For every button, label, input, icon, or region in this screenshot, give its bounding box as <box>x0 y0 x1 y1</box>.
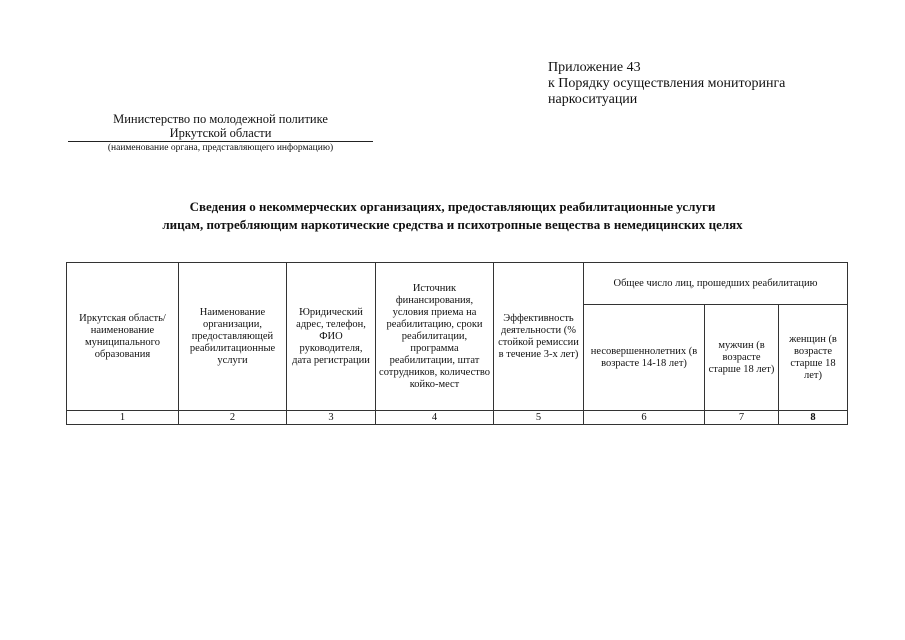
appendix-line-1: Приложение 43 <box>548 60 641 75</box>
column-number: 2 <box>179 411 287 425</box>
header-organization-name: Наименование организации, предоставляющей реабилитационные услуги <box>179 263 287 411</box>
title-line-1: Сведения о некоммерческих организациях, предоставляющих реабилитационные услуги <box>189 199 716 214</box>
column-number-row <box>67 411 848 425</box>
title-line-2: лицам, потребляющим наркотические средства и психотропные вещества в немедицинских целях <box>162 217 743 232</box>
appendix-line-3: наркоситуации <box>548 92 638 107</box>
organization-name-line-2: Иркутской области <box>68 126 373 142</box>
header-minors: несовершеннолетних (в возрасте 14-18 лет) <box>584 305 705 411</box>
report-table <box>66 262 848 425</box>
header-women: женщин (в возрасте старше 18 лет) <box>779 305 848 411</box>
header-municipality: Иркутская область/ наименование муниципального образования <box>67 263 179 411</box>
appendix-note <box>548 60 785 108</box>
header-funding-conditions: Источник финансирования, условия приема на реабилитацию, сроки реабилитации, программа реабилитации, штат сотрудников, количество койко-мест <box>376 263 494 411</box>
header-total-rehabilitated: Общее число лиц, прошедших реабилитацию <box>584 263 848 305</box>
header-men: мужчин (в возрасте старше 18 лет) <box>705 305 779 411</box>
appendix-line-2: к Порядку осуществления мониторинга <box>548 76 786 91</box>
organization-block <box>68 112 373 154</box>
column-number: 1 <box>67 411 179 425</box>
column-number: 8 <box>779 411 848 425</box>
header-effectiveness: Эффективность деятельности (% стойкой ремиссии в течение 3-х лет) <box>494 263 584 411</box>
header-legal-address: Юридический адрес, телефон, ФИО руководителя, дата регистрации <box>287 263 376 411</box>
column-number: 6 <box>584 411 705 425</box>
column-number: 4 <box>376 411 494 425</box>
document-title <box>60 198 845 234</box>
column-number: 7 <box>705 411 779 425</box>
column-number: 3 <box>287 411 376 425</box>
organization-name-line-1: Министерство по молодежной политике <box>113 112 328 126</box>
column-number: 5 <box>494 411 584 425</box>
organization-caption: (наименование органа, представляющего информацию) <box>107 143 334 153</box>
